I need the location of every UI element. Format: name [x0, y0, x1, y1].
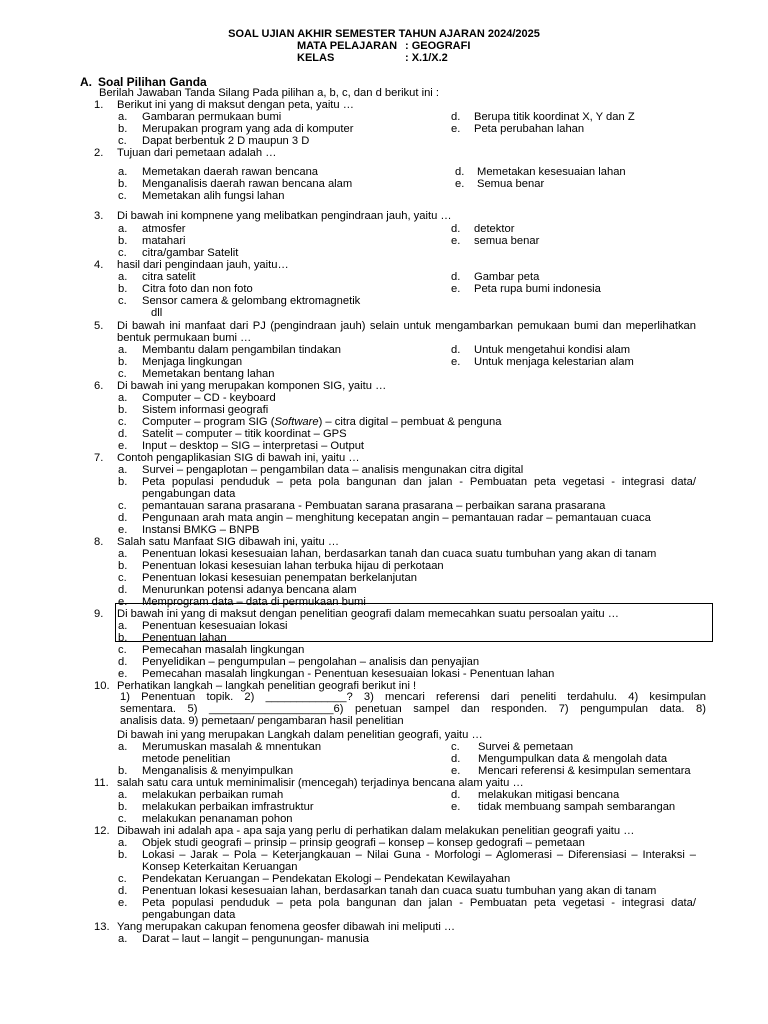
option-text: melakukan perbaikan imfrastruktur: [142, 801, 314, 813]
option-letter: c.: [118, 813, 127, 825]
option-text: Penentuan lahan: [142, 632, 227, 644]
option-text: Penentuan kesesuaian lokasi: [142, 620, 288, 632]
option-letter: d.: [451, 111, 461, 123]
option-text: Satelit – computer – titik koordinat – GPS: [142, 428, 347, 440]
option-text: Merumuskan masalah & mnentukan: [142, 741, 322, 753]
question-number: 12.: [94, 825, 110, 837]
exam-title: SOAL UJIAN AKHIR SEMESTER TAHUN AJARAN 2024/2025: [228, 28, 540, 40]
option-letter: e.: [118, 440, 128, 452]
option-letter: b.: [118, 123, 128, 135]
option-letter: b.: [118, 404, 128, 416]
option-letter: c.: [118, 644, 127, 656]
question-number: 3.: [94, 210, 104, 222]
option-text: Penyelidikan – pengumpulan – pengolahan – analisis dan penyajian: [142, 656, 480, 668]
option-text-em: Software: [274, 416, 319, 428]
option-text: Pemecahan masalah lingkungan: [142, 644, 305, 656]
option-text: Menganalisis & menyimpulkan: [142, 765, 294, 777]
option-letter: b.: [118, 560, 128, 572]
option-letter: b.: [118, 283, 128, 295]
option-letter: a.: [118, 548, 128, 560]
option-text: Pendekatan Keruangan – Pendekatan Ekologi – Pendekatan Kewilayahan: [142, 873, 511, 885]
option-text: pemantauan sarana prasarana - Pembuatan sarana prasarana – perbaikan sarana prasarana: [142, 500, 606, 512]
question-text: Salah satu Manfaat SIG dibawah ini, yaitu …: [117, 536, 340, 548]
option-text: Lokasi – Jarak – Pola – Keterjangkauan – Nilai Guna - Morfologi – Aglomerasi – Diferensiasi – Interaksi –: [142, 849, 696, 861]
option-text: atmosfer: [142, 223, 186, 235]
question-number: 8.: [94, 536, 104, 548]
option-letter: a.: [118, 344, 128, 356]
option-text: Citra foto dan non foto: [142, 283, 253, 295]
option-letter: b.: [118, 849, 128, 861]
option-10a-cont: metode penelitian: [142, 753, 231, 765]
option-text: detektor: [474, 223, 515, 235]
question-text: hasil dari pengindaan jauh, yaitu…: [117, 259, 289, 271]
option-letter: d.: [118, 428, 128, 440]
option-text: Mencari referensi & kesimpulan sementara: [478, 765, 691, 777]
option-letter: c.: [118, 500, 127, 512]
class-label: KELAS: [297, 52, 335, 64]
option-text: Peta populasi penduduk – peta pola bangunan dan jalan - Pembuatan peta vegetasi - integrasi data/: [142, 476, 696, 488]
option-letter: c.: [118, 873, 127, 885]
option-letter: a.: [118, 837, 128, 849]
option-letter: e.: [118, 897, 128, 909]
option-letter: e.: [455, 178, 465, 190]
question-number: 13.: [94, 921, 110, 933]
subject-value: : GEOGRAFI: [405, 40, 471, 52]
option-text: Menjaga lingkungan: [142, 356, 243, 368]
steps-line-2: sementara. 5) ____________________6) penetuan sampel dan responden. 7) pengumpulan data. 8): [120, 703, 706, 715]
option-letter: d.: [118, 584, 128, 596]
question-text: Yang merupakan cakupan fenomena geosfer dibawah ini meliputi …: [117, 921, 456, 933]
option-letter: c.: [118, 190, 127, 202]
option-letter: a.: [118, 464, 128, 476]
option-letter: a.: [118, 741, 128, 753]
question-text: Di bawah ini kompnene yang melibatkan pengindraan jauh, yaitu …: [117, 210, 452, 222]
option-letter: b.: [118, 178, 128, 190]
option-letter: a.: [118, 111, 128, 123]
question-number: 1.: [94, 99, 104, 111]
class-value: : X.1/X.2: [405, 52, 448, 64]
question-number: 5.: [94, 320, 104, 332]
option-text-pre: Computer – program SIG (: [142, 416, 275, 428]
option-text: Memetakan bentang lahan: [142, 368, 275, 380]
option-text: Mengumpulkan data & mengolah data: [478, 753, 668, 765]
option-text: Penentuan lokasi kesesuaian lahan, berdasarkan tanah dan cuaca suatu tumbuhan yang akan di tanam: [142, 548, 657, 560]
option-text: semua benar: [474, 235, 540, 247]
option-letter: b.: [118, 765, 128, 777]
option-text: Untuk menjaga kelestarian alam: [474, 356, 634, 368]
exam-header: [0, 28, 768, 64]
option-letter: c.: [118, 247, 127, 259]
option-letter: c.: [118, 368, 127, 380]
option-letter: d.: [118, 656, 128, 668]
option-letter: a.: [118, 271, 128, 283]
question-text: Di bawah ini manfaat dari PJ (pengindraan jauh) selain untuk mengambarkan pemukaan bumi dan meperlihatkan: [117, 320, 696, 332]
option-text: Instansi BMKG – BNPB: [142, 524, 260, 536]
option-letter: d.: [451, 344, 461, 356]
question-number: 6.: [94, 380, 104, 392]
option-letter: b.: [118, 356, 128, 368]
option-text: Menganalisis daerah rawan bencana alam: [142, 178, 353, 190]
option-text: Semua benar: [477, 178, 545, 190]
option-text: Menurunkan potensi adanya bencana alam: [142, 584, 357, 596]
question-number: 7.: [94, 452, 104, 464]
question-text: Di bawah ini yang merupakan komponen SIG, yaitu …: [117, 380, 387, 392]
section-title: Soal Pilihan Ganda: [98, 75, 207, 89]
subject-label: MATA PELAJARAN: [297, 40, 398, 52]
option-text: citra satelit: [142, 271, 196, 283]
option-letter: a.: [118, 933, 128, 945]
option-text: Computer – CD - keyboard: [142, 392, 276, 404]
option-text: melakukan perbaikan rumah: [142, 789, 284, 801]
option-text: Gambaran permukaan bumi: [142, 111, 282, 123]
subject-row: [297, 40, 470, 52]
option-text: Survei – pengaplotan – pengambilan data – analisis mengunakan citra digital: [142, 464, 524, 476]
option-letter: a.: [118, 223, 128, 235]
option-letter: e.: [451, 283, 461, 295]
question-number: 2.: [94, 147, 104, 159]
option-text: Peta rupa bumi indonesia: [474, 283, 601, 295]
option-text: Sensor camera & gelombang ektromagnetik: [142, 295, 361, 307]
option-text: Untuk mengetahui kondisi alam: [474, 344, 631, 356]
option-letter: c.: [118, 572, 127, 584]
option-text: Memetakan daerah rawan bencana: [142, 166, 319, 178]
option-letter: e.: [451, 765, 461, 777]
option-letter: b.: [118, 235, 128, 247]
option-text-post: ) – citra digital – pembuat & penguna: [318, 416, 502, 428]
option-letter: d.: [455, 166, 465, 178]
option-letter: c.: [118, 295, 127, 307]
option-12b-cont: Konsep Keterkaitan Keruangan: [142, 861, 298, 873]
option-letter: c.: [451, 741, 460, 753]
question-number: 9.: [94, 608, 104, 620]
option-text: Peta populasi penduduk – peta pola bangunan dan jalan - Pembuatan peta vegetasi - integrasi data/: [142, 897, 696, 909]
option-letter: a.: [118, 166, 128, 178]
option-letter: e.: [118, 668, 128, 680]
option-text: matahari: [142, 235, 186, 247]
option-letter: b.: [118, 632, 128, 644]
option-letter: a.: [118, 789, 128, 801]
option-text: melakukan mitigasi bencana: [478, 789, 620, 801]
option-text: tidak membuang sampah sembarangan: [478, 801, 676, 813]
option-letter: e.: [451, 356, 461, 368]
option-letter: b.: [118, 801, 128, 813]
question-text: Dibawah ini adalah apa - apa saja yang perlu di perhatikan dalam melakukan penelitian geografi yaitu …: [117, 825, 635, 837]
steps-line-1: 1) Penentuan topik. 2) _____________? 3) mencari referensi dari peneliti terdahulu. 4) kesimpulan: [120, 691, 706, 703]
option-letter: a.: [118, 620, 128, 632]
option-letter: d.: [118, 512, 128, 524]
question-text: Contoh pengaplikasian SIG di bawah ini, yaitu …: [117, 452, 360, 464]
option-text: Survei & pemetaan: [478, 741, 574, 753]
option-4c-cont: dll: [151, 307, 163, 319]
option-letter: d.: [451, 223, 461, 235]
option-text: Berupa titik koordinat X, Y dan Z: [474, 111, 635, 123]
option-text: Memprogram data – data di permukaan bumi: [142, 596, 366, 608]
option-letter: d.: [451, 789, 461, 801]
question-10-sub: Di bawah ini yang merupakan Langkah dalam penelitian geografi, yaitu …: [117, 729, 483, 741]
option-text: Sistem informasi geografi: [142, 404, 269, 416]
option-letter: c.: [118, 135, 127, 147]
question-text: Di bawah ini yang di maksut dengan penelitian geografi dalam memecahkan suatu persoalan yaitu …: [117, 608, 619, 620]
option-text: Peta perubahan lahan: [474, 123, 585, 135]
question-number: 10.: [94, 680, 110, 692]
option-text: Membantu dalam pengambilan tindakan: [142, 344, 342, 356]
option-text: Darat – laut – langit – pengunungan- manusia: [142, 933, 370, 945]
question-number: 11.: [94, 777, 109, 789]
option-letter: d.: [451, 753, 461, 765]
option-text: Penentuan lokasi kesesuaian lahan, berdasarkan tanah dan cuaca suatu tumbuhan yang akan di tanam: [142, 885, 657, 897]
steps-line-3: analisis data. 9) pemetaan/ pengambaran hasil penelitian: [120, 715, 404, 727]
option-letter: a.: [118, 392, 128, 404]
option-text: Dapat berbentuk 2 D maupun 3 D: [142, 135, 310, 147]
option-text: Penentuan lokasi kesesuian lahan terbuka hijau di perkotaan: [142, 560, 444, 572]
option-text: citra/gambar Satelit: [142, 247, 239, 259]
option-text: Objek studi geografi – prinsip – prinsip geografi – konsep – konsep gedografi – pemetaan: [142, 837, 585, 849]
section-letter: A.: [80, 75, 92, 89]
option-letter: e.: [118, 524, 128, 536]
option-text: Merupakan program yang ada di komputer: [142, 123, 354, 135]
instruction: Berilah Jawaban Tanda Silang Pada pilihan a, b, c, dan d berikut ini :: [99, 87, 439, 99]
option-text: Input – desktop – SIG – interpretasi – Output: [142, 440, 365, 452]
question-text: Perhatikan langkah – langkah penelitian geografi berikut ini !: [117, 680, 417, 692]
option-7b-cont: pengabungan data: [142, 488, 236, 500]
option-text: Pengunaan arah mata angin – menghitung kecepatan angin – pemantauan radar – pemantauan cuaca: [142, 512, 651, 524]
option-letter: e.: [451, 235, 461, 247]
option-letter: e.: [451, 123, 461, 135]
option-letter: b.: [118, 476, 128, 488]
option-text: Pemecahan masalah lingkungan - Penentuan kesesuaian lokasi - Penentuan lahan: [142, 668, 555, 680]
question-text: Berikut ini yang di maksut dengan peta, yaitu …: [117, 99, 354, 111]
option-letter: d.: [118, 885, 128, 897]
steps-box: [115, 603, 713, 642]
option-text: Memetakan alih fungsi lahan: [142, 190, 285, 202]
option-text: Gambar peta: [474, 271, 540, 283]
question-5-cont: bentuk permukaan bumi …: [117, 332, 252, 344]
option-12e-cont: pengabungan data: [142, 909, 236, 921]
option-letter: c.: [118, 416, 127, 428]
option-text: melakukan penanaman pohon: [142, 813, 293, 825]
question-text: Tujuan dari pemetaan adalah …: [117, 147, 277, 159]
option-letter: d.: [451, 271, 461, 283]
option-text: Penentuan lokasi kesesuian penempatan berkelanjutan: [142, 572, 417, 584]
question-number: 4.: [94, 259, 104, 271]
option-letter: e.: [118, 596, 128, 608]
option-text: Memetakan kesesuaian lahan: [477, 166, 626, 178]
question-text: salah satu cara untuk meminimalisir (mencegah) terjadinya bencana alam yaitu …: [117, 777, 524, 789]
class-row: [297, 52, 448, 64]
option-letter: e.: [451, 801, 461, 813]
